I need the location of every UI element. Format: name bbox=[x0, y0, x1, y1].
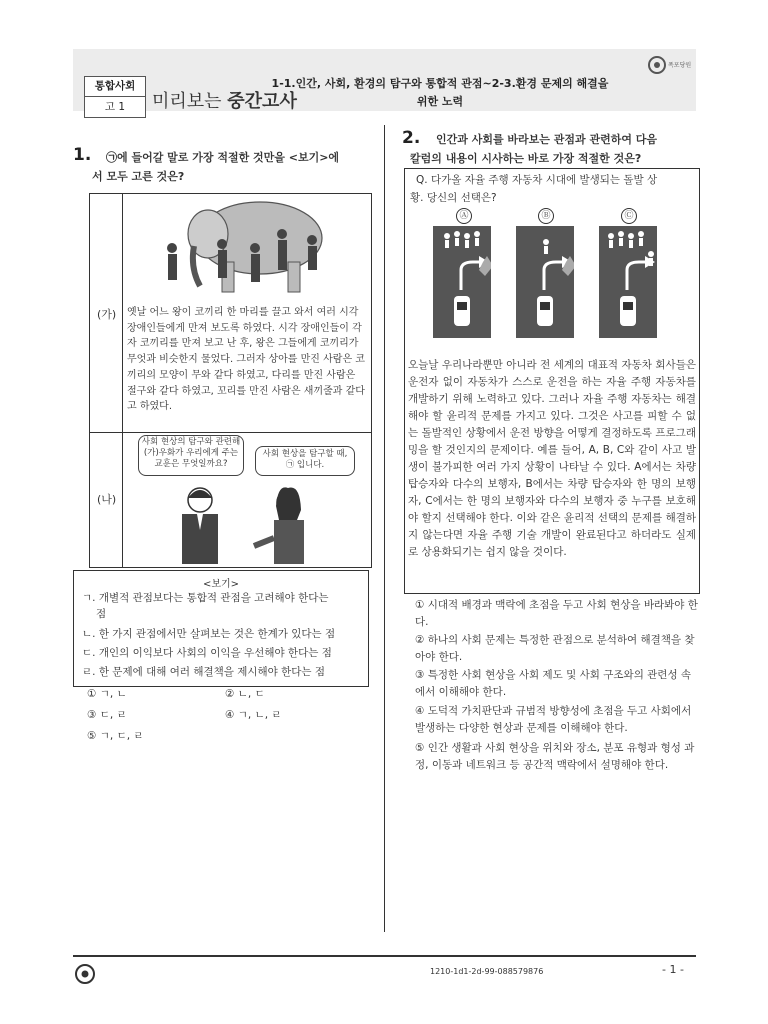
unit-topic bbox=[270, 75, 610, 111]
road-scenario-c bbox=[599, 226, 657, 338]
topic-line-1: 1-1.인간, 사회, 환경의 탐구와 통합적 관점~2-3.환경 문제의 해결을 bbox=[271, 77, 609, 90]
teacher-speech-bubble bbox=[138, 435, 244, 476]
row-label-a: (가) bbox=[97, 308, 117, 321]
q1-option-1[interactable]: ① ㄱ, ㄴ bbox=[87, 688, 127, 700]
bubble-left-line-3: 교훈은 무엇일까요? bbox=[154, 459, 228, 469]
footer-divider bbox=[73, 955, 696, 957]
bogi-item-2: ㄴ. 한 가지 관점에서만 살펴보는 것은 한계가 있다는 점 bbox=[82, 628, 336, 640]
road-scenario-b bbox=[516, 226, 574, 338]
q1-prompt bbox=[92, 148, 368, 186]
q2-prompt-line-1: 인간과 사회를 바라보는 관점과 관련하여 다음 bbox=[436, 133, 658, 146]
topic-line-2: 위한 노력 bbox=[416, 95, 464, 108]
q2-number: 2. bbox=[402, 128, 421, 148]
scenario-question-line-1: Q. 다가올 자율 주행 자동차 시대에 발생되는 돌발 상 bbox=[416, 174, 658, 186]
bubble-right-line-2: ㉠ 입니다. bbox=[285, 460, 325, 470]
subject-label: 통합사회 bbox=[85, 77, 145, 97]
page-number: - 1 - bbox=[662, 963, 684, 976]
q1-option-4[interactable]: ④ ㄱ, ㄴ, ㄹ bbox=[225, 709, 282, 721]
bogi-item-4: ㄹ. 한 문제에 대해 여러 해결책을 제시해야 한다는 점 bbox=[82, 666, 326, 678]
q1-option-5[interactable]: ⑤ ㄱ, ㄷ, ㄹ bbox=[87, 730, 144, 742]
column-text: 오늘날 우리나라뿐만 아니라 전 세계의 대표적 자동차 회사들은 운전자 없이 자동차가 스스로 운전을 하는 자율 주행 자동차를 개발하기 위해 노력하고 있다. 그러나 자율 주행 자동차는 해결해야 할 윤리적 문제를 가지고 있다. 그것은 사고를 피할 수 없는 돌발적인 상황에서 운전 방향을 어떻게 결정하도록 프로그래밍을 할 것인지의 문제이다. 예를 들어, A, B, C와 같이 사고 발생이 불가피한 여러 가지 상황이 나타날 수 있다. A에서는 차량 탑승자와 다수의 보행자, B에서는 차량 탑승자와 한 명의 보행자, C에서는 한 명의 보행자와 다수의 보행자 중 누구를 보호해야 할지 선택해야 한다. 이와 같은 윤리적 선택의 문제를 해결하지 않는다면 자율 주행 기술 개발이 완료된다고 하더라도 실제로 상용화되기는 쉽지 않을 것이다. bbox=[408, 359, 696, 558]
scenario-question bbox=[410, 171, 696, 207]
q2-option-2[interactable]: ② 하나의 사회 문제는 특정한 관점으로 분석하여 해결책을 찾아야 한다. bbox=[415, 634, 695, 663]
title-prefix: 미리보는 bbox=[152, 91, 228, 112]
elephant-illustration bbox=[160, 196, 340, 302]
q2-option-5[interactable]: ⑤ 인간 생활과 사회 현상을 위치와 장소, 분포 유형과 형성 과정, 이동과 네트워크 등 공간적 맥락에서 설명해야 한다. bbox=[415, 742, 695, 771]
q1-option-3[interactable]: ③ ㄷ, ㄹ bbox=[87, 709, 127, 721]
q2-prompt bbox=[410, 130, 698, 168]
brand-logo-icon bbox=[647, 55, 667, 75]
footer-logo-icon bbox=[74, 963, 96, 985]
bubble-left-line-1: 사회 현상의 탐구와 관련해 bbox=[141, 437, 241, 447]
bogi-title: <보기> bbox=[202, 579, 240, 590]
row-label-b: (나) bbox=[97, 493, 117, 506]
bogi-item-1: ㄱ. 개별적 관점보다는 통합적 관점을 고려해야 한다는 bbox=[82, 592, 329, 604]
subject-box bbox=[84, 76, 146, 118]
bubble-right-line-1: 사회 현상을 탐구할 때, bbox=[262, 449, 348, 459]
student-speech-bubble bbox=[255, 446, 355, 476]
column-divider bbox=[384, 125, 385, 932]
brand-name: 폭포당원 bbox=[668, 62, 692, 69]
q1-prompt-line-1: ㉠에 들어갈 말로 가장 적절한 것만을 <보기>에 bbox=[106, 151, 340, 164]
q2-option-4[interactable]: ④ 도덕적 가치판단과 규범적 방향성에 초점을 두고 사회에서 발생하는 다양한 현상과 문제를 이해해야 한다. bbox=[415, 705, 692, 734]
scenario-question-line-2: 황. 당신의 선택은? bbox=[410, 192, 497, 204]
q2-option-1[interactable]: ① 시대적 배경과 맥락에 초점을 두고 사회 현상을 바라봐야 한다. bbox=[415, 599, 698, 628]
q1-number: 1. bbox=[73, 145, 92, 165]
q2-option-3[interactable]: ③ 특정한 사회 현상을 사회 제도 및 사회 구조와의 관련성 속에서 이해해야 한다. bbox=[415, 669, 692, 698]
people-illustration bbox=[170, 480, 320, 564]
q2-prompt-line-2: 칼럼의 내용이 시사하는 바로 가장 적절한 것은? bbox=[410, 152, 642, 165]
bogi-item-1-cont: 점 bbox=[96, 608, 107, 620]
grade-label: 고 1 bbox=[104, 101, 126, 113]
document-code: 1210-1d1-2d-99-088579876 bbox=[430, 967, 544, 976]
q1-prompt-line-2: 서 모두 고른 것은? bbox=[92, 170, 185, 183]
bogi-box bbox=[73, 570, 369, 687]
bubble-left-line-2: (가)우화가 우리에게 주는 bbox=[143, 448, 239, 458]
scenario-label-a: Ⓐ bbox=[456, 208, 472, 224]
q1-option-2[interactable]: ② ㄴ, ㄷ bbox=[225, 688, 265, 700]
fable-text: 옛날 어느 왕이 코끼리 한 마리를 끌고 와서 여러 시각 장애인들에게 만져 보도록 하였다. 시각 장애인들이 각자 코끼리를 만져 보고 난 후, 왕은 그들에게 코끼리가 무엇과 비슷한지 물었다. 그러자 상아를 만진 사람은 코끼리의 모양이 무와 같다 하였고, 다리를 만진 사람은 절구와 같다 하였고, 꼬리를 만진 사람은 새끼줄과 같다고 하였다. bbox=[127, 307, 365, 413]
bogi-item-3: ㄷ. 개인의 이익보다 사회의 이익을 우선해야 한다는 점 bbox=[82, 647, 332, 659]
scenario-label-b: Ⓑ bbox=[538, 208, 554, 224]
road-scenario-a bbox=[433, 226, 491, 338]
title-main: 중간고사 bbox=[227, 91, 297, 112]
scenario-label-c: Ⓒ bbox=[621, 208, 637, 224]
